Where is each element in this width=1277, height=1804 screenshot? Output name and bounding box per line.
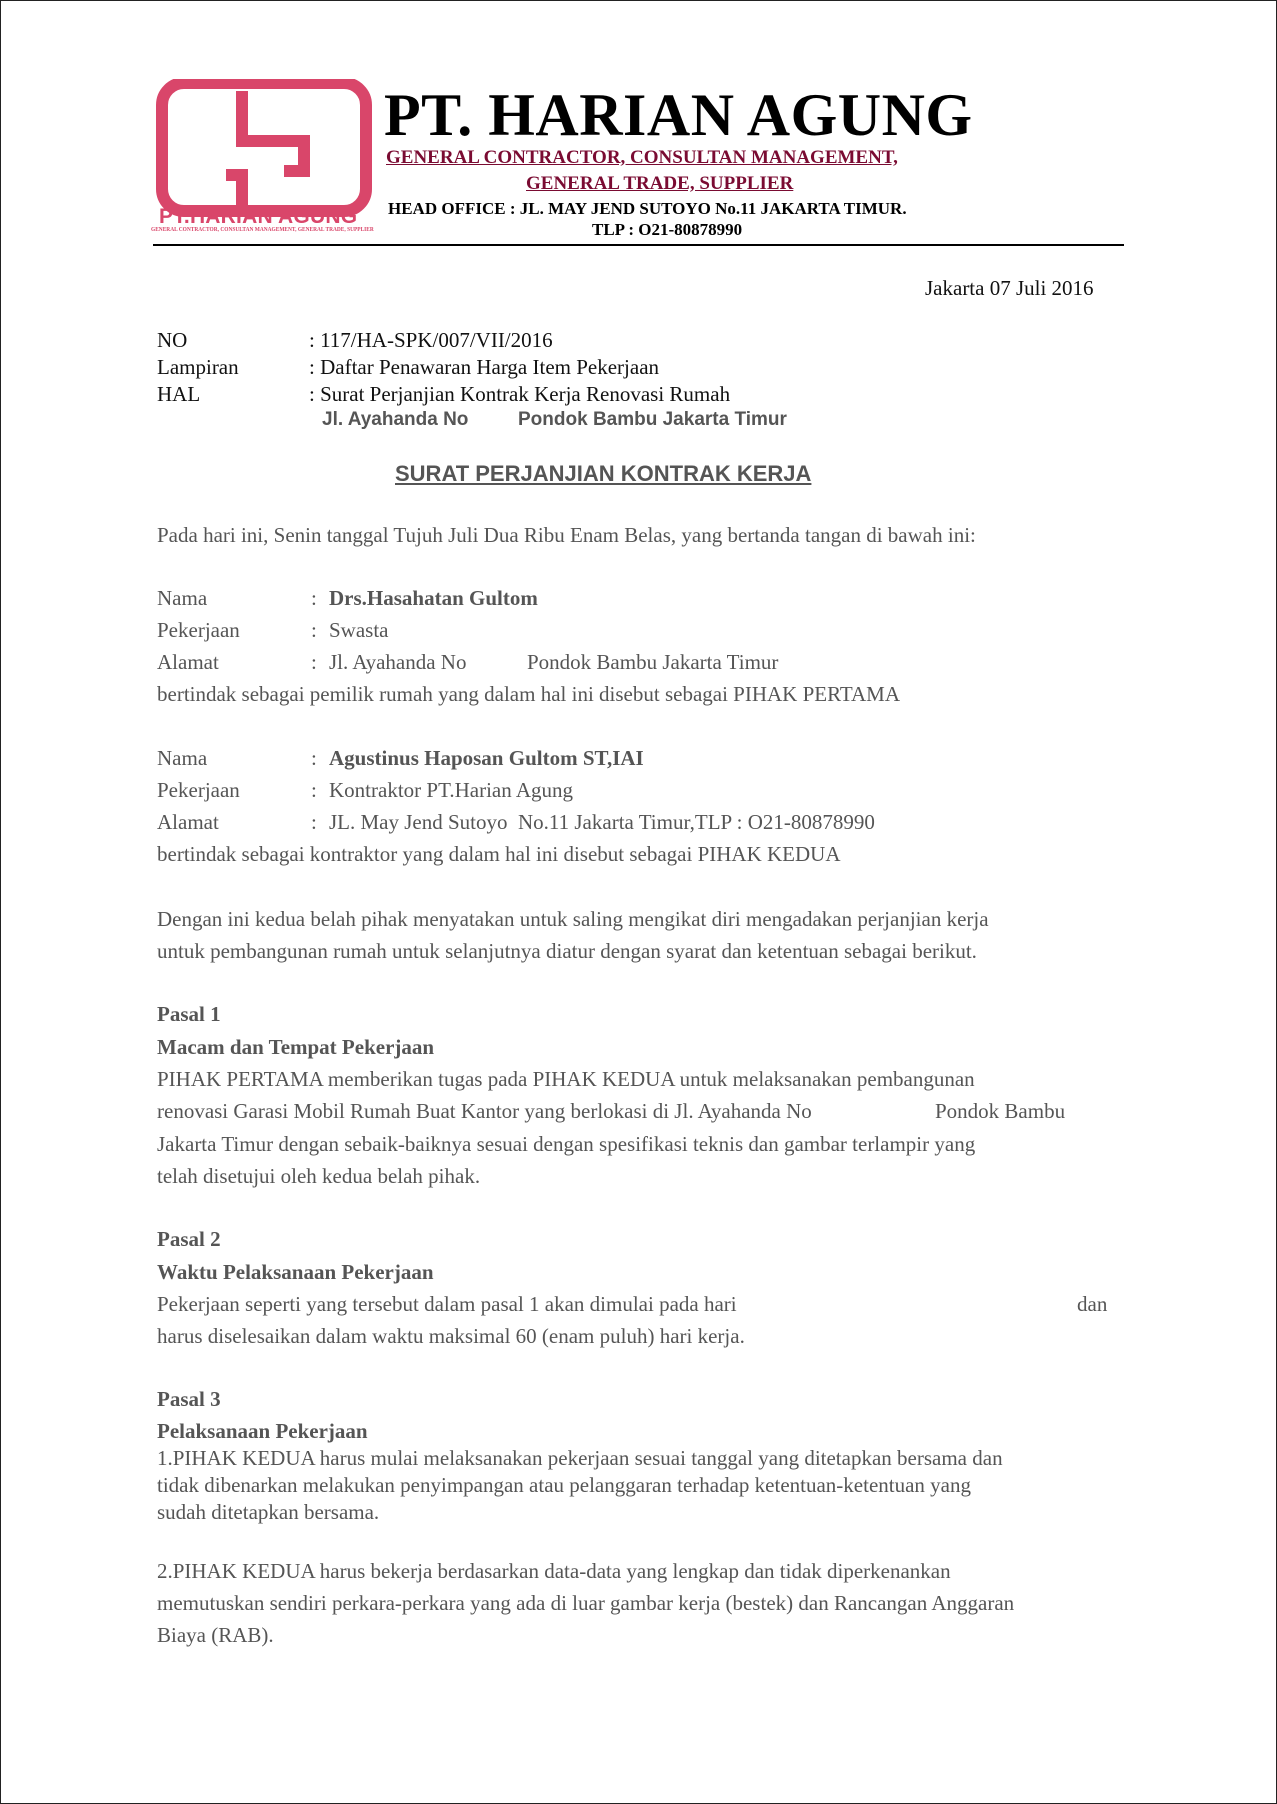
pasal2-line-1b: dan <box>1077 1292 1108 1316</box>
logo-subtext: GENERAL CONTRACTOR, CONSULTAN MANAGEMENT, GENERAL TRADE, SUPPLIER <box>151 227 374 233</box>
pasal1-line-4: telah disetujui oleh kedua belah pihak. <box>157 1164 481 1188</box>
header-divider <box>153 244 1124 246</box>
pasal2-number: Pasal 2 <box>157 1227 221 1251</box>
party2-pekerjaan-colon: : <box>311 778 317 802</box>
hal-value: : Surat Perjanjian Kontrak Kerja Renovasi Rumah <box>309 382 731 406</box>
party2-alamat-label: Alamat <box>157 810 219 834</box>
company-phone: TLP : O21-80878990 <box>592 220 743 239</box>
party1-pekerjaan-label: Pekerjaan <box>157 618 240 642</box>
pasal3-number: Pasal 3 <box>157 1387 221 1411</box>
party1-nama-colon: : <box>311 586 317 610</box>
no-label: NO <box>157 328 188 352</box>
company-subtitle-2: GENERAL TRADE, SUPPLIER <box>526 173 794 194</box>
hal-label: HAL <box>157 382 201 406</box>
lampiran-value: : Daftar Penawaran Harga Item Pekerjaan <box>309 355 660 379</box>
pasal1-line-1: PIHAK PERTAMA memberikan tugas pada PIHAK KEDUA untuk melaksanakan pembangunan <box>157 1067 975 1091</box>
party1-alamat-value-2: Pondok Bambu Jakarta Timur <box>527 650 779 674</box>
pasal2-line-1a: Pekerjaan seperti yang tersebut dalam pasal 1 akan dimulai pada hari <box>157 1292 737 1316</box>
agreement-line-1: Dengan ini kedua belah pihak menyatakan untuk saling mengikat diri mengadakan perjanjian kerja <box>157 907 989 931</box>
party2-nama-colon: : <box>311 746 317 770</box>
party1-nama-label: Nama <box>157 586 208 610</box>
company-name: PT. HARIAN AGUNG <box>384 82 973 148</box>
lampiran-label: Lampiran <box>157 355 239 379</box>
company-address: HEAD OFFICE : JL. MAY JEND SUTOYO No.11 JAKARTA TIMUR. <box>388 199 907 218</box>
pasal2-line-2: harus diselesaikan dalam waktu maksimal 60 (enam puluh) hari kerja. <box>157 1324 745 1348</box>
pasal3-p2-line-3: Biaya (RAB). <box>157 1623 274 1647</box>
party1-pekerjaan-colon: : <box>311 618 317 642</box>
party2-alamat-colon: : <box>311 810 317 834</box>
pasal1-line-2a: renovasi Garasi Mobil Rumah Buat Kantor yang berlokasi di Jl. Ayahanda No <box>157 1099 812 1123</box>
party1-alamat-value-1: Jl. Ayahanda No <box>329 650 467 674</box>
intro-paragraph: Pada hari ini, Senin tanggal Tujuh Juli Dua Ribu Enam Belas, yang bertanda tangan di bawah ini: <box>157 523 976 547</box>
pasal3-title: Pelaksanaan Pekerjaan <box>157 1419 368 1443</box>
pasal1-line-3: Jakarta Timur dengan sebaik-baiknya sesuai dengan spesifikasi teknis dan gambar terlampir yang <box>157 1132 976 1156</box>
company-logo <box>151 79 374 237</box>
party2-pekerjaan-value: Kontraktor PT.Harian Agung <box>329 778 573 802</box>
party1-nama-value: Drs.Hasahatan Gultom <box>329 586 538 610</box>
party1-role: bertindak sebagai pemilik rumah yang dalam hal ini disebut sebagai PIHAK PERTAMA <box>157 682 900 706</box>
pasal3-p1-line-1: 1.PIHAK KEDUA harus mulai melaksanakan pekerjaan sesuai tanggal yang ditetapkan bersama dan <box>157 1446 1003 1470</box>
pasal3-p2-line-2: memutuskan sendiri perkara-perkara yang ada di luar gambar kerja (bestek) dan Rancangan Anggaran <box>157 1591 1015 1615</box>
date-line: Jakarta 07 Juli 2016 <box>925 276 1094 300</box>
party1-alamat-colon: : <box>311 650 317 674</box>
pasal1-line-2b: Pondok Bambu <box>935 1099 1066 1123</box>
pasal3-p1-line-3: sudah ditetapkan bersama. <box>157 1500 380 1524</box>
company-subtitle-1: GENERAL CONTRACTOR, CONSULTAN MANAGEMENT, <box>386 147 898 168</box>
pasal1-number: Pasal 1 <box>157 1002 221 1026</box>
pasal3-p1-line-2: tidak dibenarkan melakukan penyimpangan atau pelanggaran terhadap ketentuan-ketentuan yang <box>157 1473 971 1497</box>
agreement-line-2: untuk pembangunan rumah untuk selanjutnya diatur dengan syarat dan ketentuan sebagai berikut. <box>157 939 977 963</box>
pasal3-p2-line-1: 2.PIHAK KEDUA harus bekerja berdasarkan data-data yang lengkap dan tidak diperkenankan <box>157 1559 951 1583</box>
party2-alamat-value: JL. May Jend Sutoyo No.11 Jakarta Timur,TLP : O21-80878990 <box>329 810 875 834</box>
logo-text: PT.HARIAN AGUNG <box>159 205 358 228</box>
pasal2-title: Waktu Pelaksanaan Pekerjaan <box>157 1260 434 1284</box>
party2-nama-value: Agustinus Haposan Gultom ST,IAI <box>329 746 644 770</box>
pasal1-title: Macam dan Tempat Pekerjaan <box>157 1035 435 1059</box>
no-value: : 117/HA-SPK/007/VII/2016 <box>309 328 553 352</box>
document-title: SURAT PERJANJIAN KONTRAK KERJA <box>395 461 812 486</box>
party1-alamat-label: Alamat <box>157 650 219 674</box>
party2-nama-label: Nama <box>157 746 208 770</box>
hal-address-2: Pondok Bambu Jakarta Timur <box>518 409 787 430</box>
party2-role: bertindak sebagai kontraktor yang dalam hal ini disebut sebagai PIHAK KEDUA <box>157 842 841 866</box>
party1-pekerjaan-value: Swasta <box>329 618 389 642</box>
party2-pekerjaan-label: Pekerjaan <box>157 778 240 802</box>
hal-address-1: Jl. Ayahanda No <box>322 409 469 430</box>
